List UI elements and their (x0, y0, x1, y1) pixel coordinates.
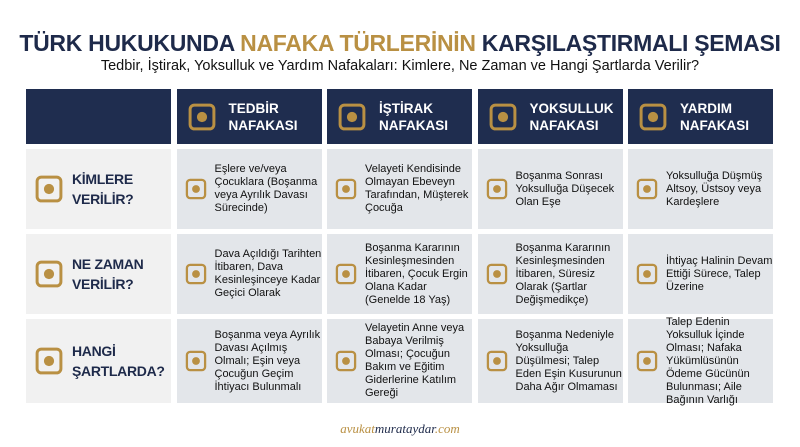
title-part3: KARŞILAŞTIRMALI ŞEMASI (475, 30, 781, 56)
cell-text: Yoksulluğa Düşmüş Altsoy, Üstsoy veya Kardeşlere (666, 169, 763, 208)
table-cell (327, 319, 472, 403)
table-cell (628, 149, 773, 229)
column-title: İŞTİRAK (379, 100, 433, 116)
row-header (26, 319, 171, 403)
people-question-icon (32, 172, 66, 206)
table-cell (327, 149, 472, 229)
table-cell (478, 149, 623, 229)
subtitle: Tedbir, İştirak, Yoksulluk ve Yardım Nafakaları: Kimlere, Ne Zaman ve Hangi Şartlarda Verilir? (100, 58, 700, 74)
cell-text: Dava Açıldığı Tarihten İtibaren, Dava Kesinleşinceye Kadar Geçici Olarak (214, 248, 322, 299)
row-title: HANGİ (72, 343, 116, 359)
cell-text: Boşanma Kararının Kesinleşmesinden İtibaren, Çocuk Ergin Olana Kadar (Genelde 18 Yaş) (365, 241, 468, 306)
table-cell (177, 234, 322, 314)
cell-text: Velayeti Kendisinde Olmayan Ebeveyn Tarafından, Müşterek Çocuğa (365, 163, 469, 214)
table-cell (177, 319, 322, 403)
cell-icon (333, 261, 359, 287)
row-subtitle: VERİLİR? (72, 276, 134, 292)
column-subtitle: NAFAKASI (228, 117, 298, 133)
cell-text: Eşlere ve/veya Çocuklara (Boşanma veya Ayrılık Davası Sürecinde) (214, 163, 318, 214)
cell-text: Velayetin Anne veya Babaya Verilmiş Olması; Çocuğun Bakım ve Eğitim Giderlerine Katılım Gereği (365, 322, 465, 399)
table-cell (628, 315, 773, 406)
footer-b: murataydar (374, 421, 435, 436)
cell-text: Boşanma Kararının Kesinleşmesinden İtibaren, Süresiz Olarak (Şartlar Değişmedikçe) (515, 241, 611, 306)
cell-icon (333, 348, 359, 374)
cell-icon (183, 348, 209, 374)
row-title: NE ZAMAN (72, 256, 144, 272)
footer-c: .com (434, 421, 460, 436)
child-heart-icon (335, 100, 369, 134)
title-highlight: NAFAKA TÜRLERİNİN (240, 30, 476, 56)
house-heart-hands-icon (636, 100, 670, 134)
comparison-table (26, 89, 773, 406)
title-part1: TÜRK HUKUKUNDA (19, 30, 241, 56)
table-cell (478, 319, 623, 403)
cell-icon (634, 176, 660, 202)
table-cell (327, 234, 472, 314)
column-subtitle: NAFAKASI (680, 117, 750, 133)
table-cell (628, 234, 773, 314)
calendar-clock-icon (32, 257, 66, 291)
cell-text: Boşanma veya Ayrılık Davası Açılmış Olmalı; Eşin veya Çocuğun Geçim İhtiyacı Bulunmalı (214, 328, 321, 393)
row-header (26, 234, 171, 314)
cell-icon (183, 176, 209, 202)
cell-icon (634, 348, 660, 374)
scale-clock-icon (185, 100, 219, 134)
cell-text: Boşanma Nedeniyle Yoksulluğa Düşülmesi; Talep Eden Eşin Kusurunun Daha Ağır Olmaması (515, 328, 622, 393)
table-cell (478, 234, 623, 314)
table-cell (177, 149, 322, 229)
cell-text: İhtiyaç Halinin Devam Ettiği Sürece, Talep Üzerine (666, 254, 773, 293)
footer-a: avukat (340, 421, 375, 436)
page-title (0, 30, 800, 57)
cell-icon (484, 176, 510, 202)
column-title: TEDBİR (228, 100, 279, 116)
column-header (478, 89, 623, 144)
row-header (26, 149, 171, 229)
column-header (327, 89, 472, 144)
cell-icon (484, 261, 510, 287)
cell-text: Talep Edenin Yoksulluk İçinde Olması; Nafaka Yükümlüsünün Ödeme Gücünün Bulunması; Aile Bağının Varlığı (666, 315, 750, 406)
column-header (177, 89, 322, 144)
cell-icon (183, 261, 209, 287)
cell-icon (634, 261, 660, 287)
cell-icon (333, 176, 359, 202)
hand-coin-icon (486, 100, 520, 134)
cell-icon (484, 348, 510, 374)
column-subtitle: NAFAKASI (379, 117, 449, 133)
row-title: KİMLERE (72, 171, 133, 187)
column-title: YOKSULLUK (529, 100, 614, 116)
document-check-icon (32, 344, 66, 378)
column-subtitle: NAFAKASI (529, 117, 599, 133)
column-header (628, 89, 773, 144)
row-subtitle: ŞARTLARDA? (72, 363, 165, 379)
header-empty (26, 89, 171, 144)
cell-text: Boşanma Sonrası Yoksulluğa Düşecek Olan Eşe (515, 169, 615, 208)
column-title: YARDIM (680, 100, 733, 116)
row-subtitle: VERİLİR? (72, 191, 134, 207)
footer-website[interactable] (0, 421, 800, 437)
